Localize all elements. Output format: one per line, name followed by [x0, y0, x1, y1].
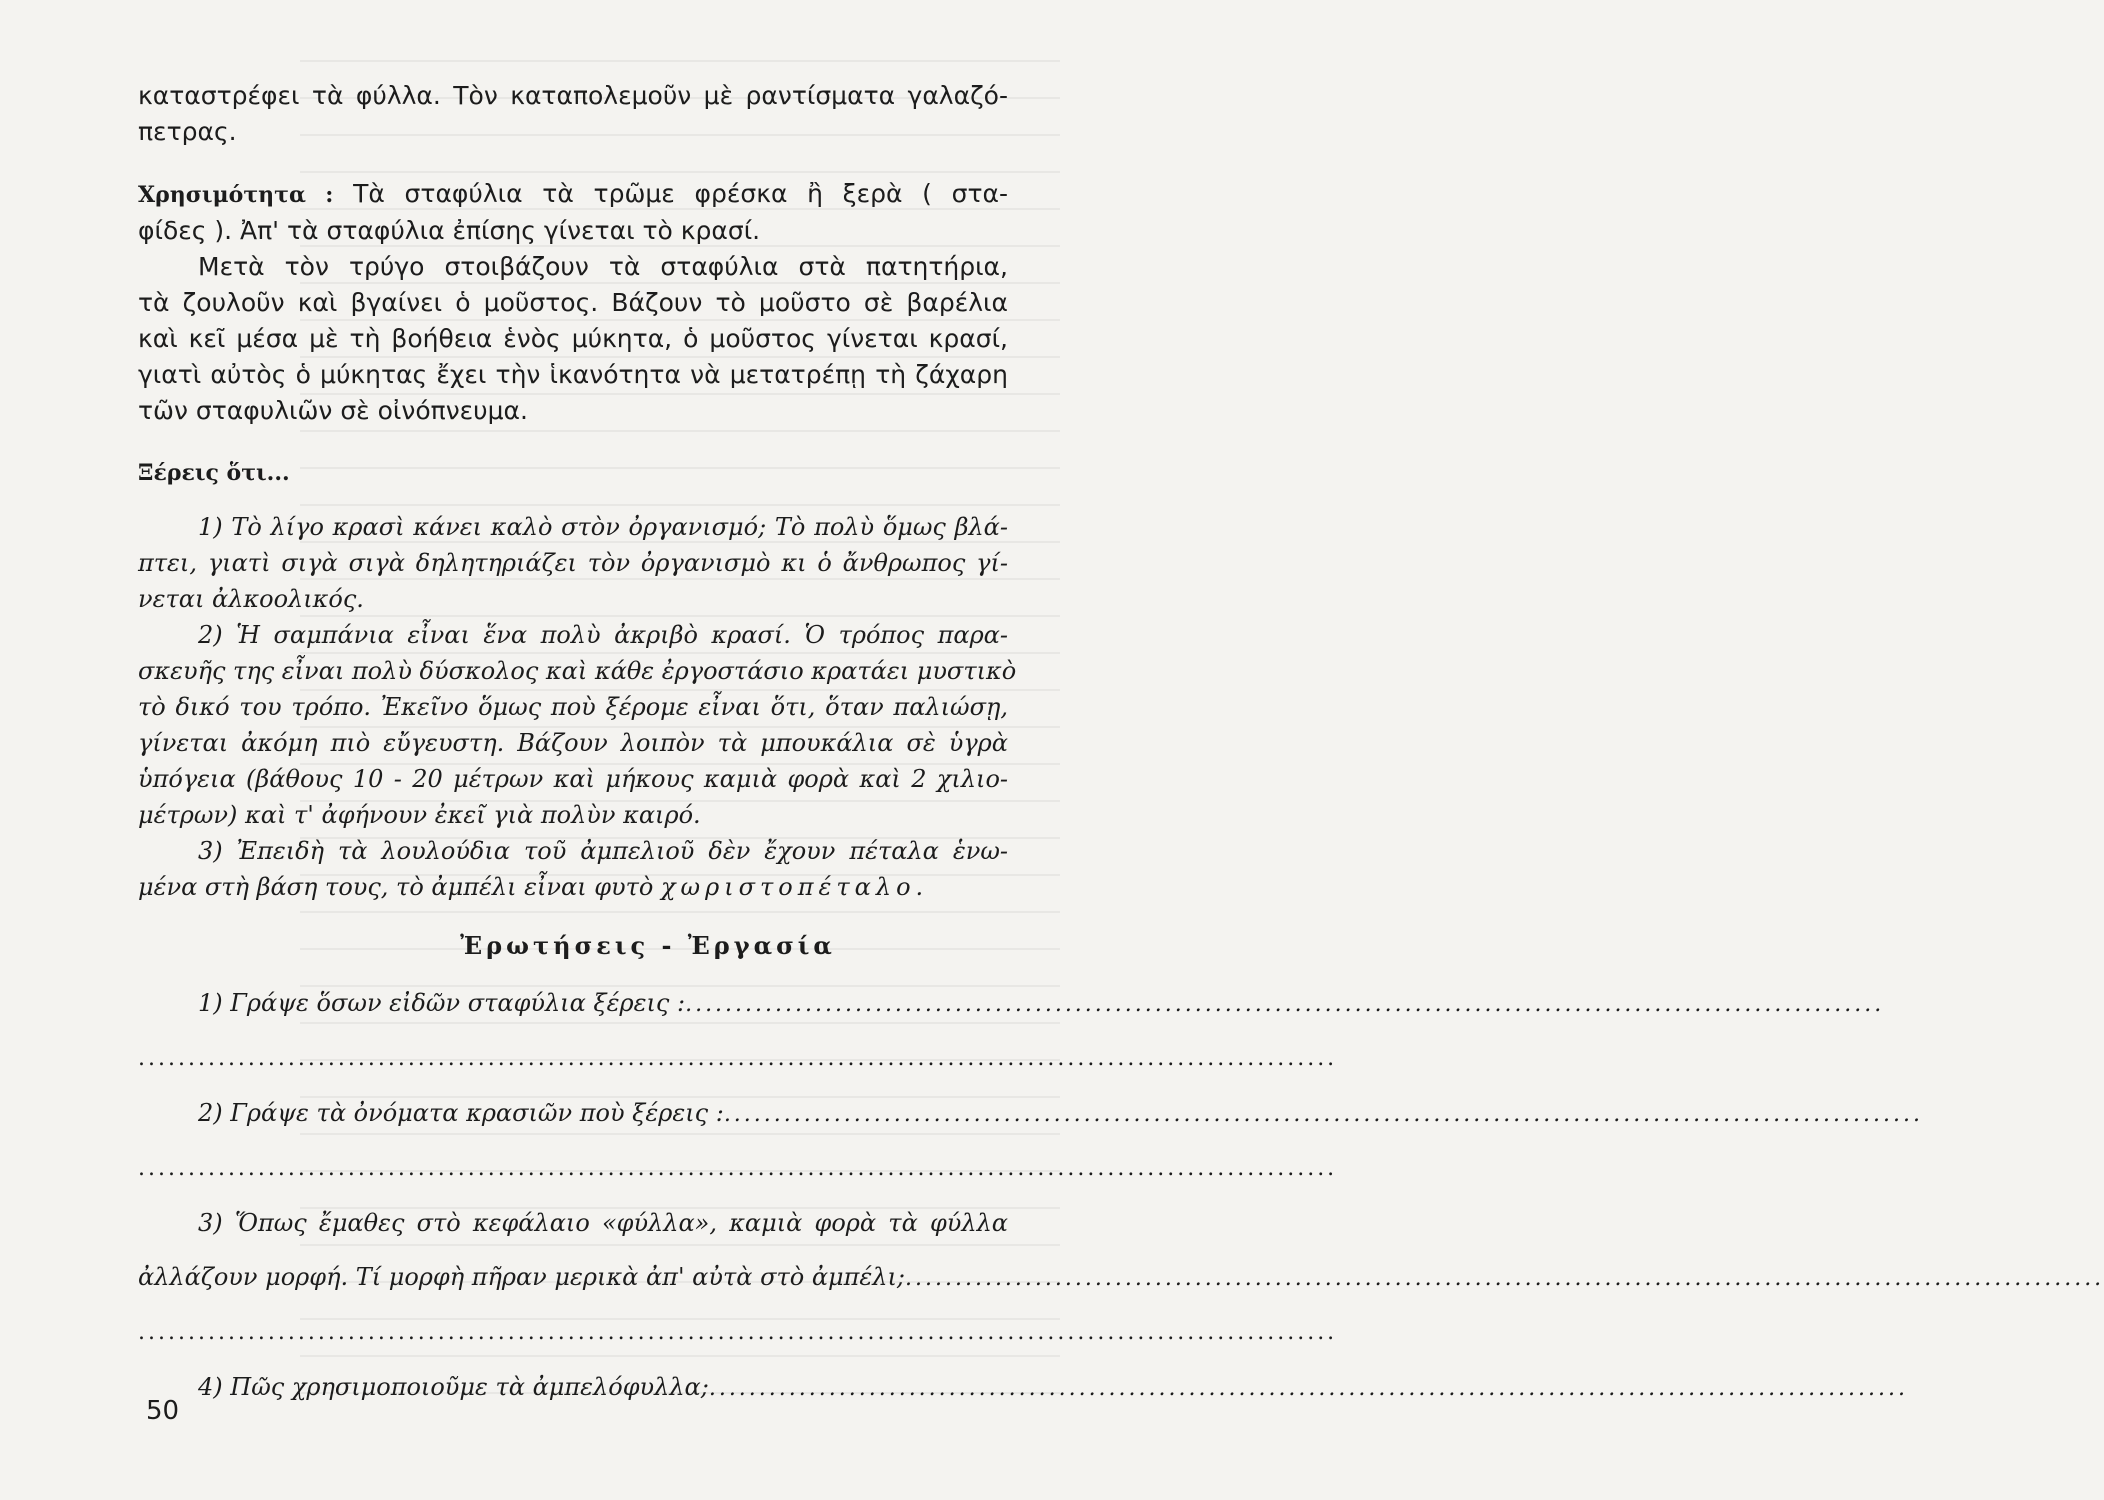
usage-line: τῶν σταφυλιῶν σὲ οἰνόπνευμα. — [138, 396, 528, 425]
question-3-cont — [138, 1259, 2104, 1297]
fact-line: τὸ δικό του τρόπο. Ἐκεῖνο ὅμως ποὺ ξέρομε εἶναι ὅτι, ὅταν παλιώσῃ, — [138, 693, 1008, 721]
usage-line: φίδες ). Ἀπ' τὰ σταφύλια ἐπίσης γίνεται τὸ κρασί. — [138, 216, 761, 245]
fact-line: νεται ἀλκοολικός. — [138, 585, 364, 613]
usage-text: Τὰ σταφύλια τὰ τρῶμε φρέσκα ἢ ξερὰ ( στα- — [333, 179, 1009, 208]
question-1 — [138, 985, 1885, 1023]
answer-dots[interactable]: ........................................................................................................................ — [723, 1102, 1923, 1127]
page-content — [138, 78, 2104, 1407]
answer-dots[interactable]: ........................................................................................................................ — [905, 1266, 2104, 1291]
usage-label: Χρησιμότητα : — [138, 182, 334, 208]
fact-line — [138, 869, 1008, 905]
paragraph-line: πετρας. — [138, 117, 237, 146]
did-you-know-heading: Ξέρεις ὅτι... — [138, 460, 290, 486]
usage-line: καὶ κεῖ μέσα μὲ τὴ βοήθεια ἑνὸς μύκητα, ὁ μοῦστος γίνεται κρασί, — [138, 324, 1008, 353]
paragraph-line: καταστρέφει τὰ φύλλα. Τὸν καταπολεμοῦν μὲ ραντίσματα γαλαζό- — [138, 81, 1008, 110]
usage-line: Μετὰ τὸν τρύγο στοιβάζουν τὰ σταφύλια στὰ πατητήρια, — [198, 252, 1008, 281]
exercises-heading: Ἐρωτήσεις - Ἐργασία — [460, 931, 836, 960]
usage-line — [138, 176, 1008, 213]
answer-dots[interactable]: ........................................................................................................................ — [708, 1376, 1909, 1401]
answer-line[interactable]: ........................................................................................................................ — [138, 1320, 1338, 1345]
usage-line: γιατὶ αὐτὸς ὁ μύκητας ἔχει τὴν ἱκανότητα νὰ μετατρέπῃ τὴ ζάχαρη — [138, 360, 1008, 389]
fact-line: μέτρων) καὶ τ' ἀφήνουν ἐκεῖ γιὰ πολὺν καιρό. — [138, 801, 701, 829]
fact-text: μένα στὴ βάση τους, τὸ ἀμπέλι εἶναι φυτὸ — [138, 873, 661, 901]
fact-line: ὑπόγεια (βάθους 10 - 20 μέτρων καὶ μήκους καμιὰ φορὰ καὶ 2 χιλιο- — [138, 765, 1008, 793]
fact-line: 2) Ἡ σαμπάνια εἶναι ἕνα πολὺ ἀκριβὸ κρασί. Ὁ τρόπος παρα- — [198, 621, 1008, 649]
fact-line: 3) Ἐπειδὴ τὰ λουλούδια τοῦ ἀμπελιοῦ δὲν ἔχουν πέταλα ἑνω- — [198, 837, 1008, 865]
question-text: 2) Γράψε τὰ ὀνόματα κρασιῶν ποὺ ξέρεις : — [198, 1099, 724, 1127]
fact-line: γίνεται ἀκόμη πιὸ εὔγευστη. Βάζουν λοιπὸν τὰ μπουκάλια σὲ ὑγρὰ — [138, 729, 1008, 757]
usage-line: τὰ ζουλοῦν καὶ βγαίνει ὁ μοῦστος. Βάζουν τὸ μοῦστο σὲ βαρέλια — [138, 288, 1008, 317]
question-2 — [138, 1095, 1923, 1133]
question-3: 3) Ὅπως ἔμαθες στὸ κεφάλαιο «φύλλα», καμιὰ φορὰ τὰ φύλλα — [198, 1209, 1008, 1237]
page-number: 50 — [146, 1396, 180, 1426]
question-text: 1) Γράψε ὅσων εἰδῶν σταφύλια ξέρεις : — [198, 989, 686, 1017]
fact-line: 1) Τὸ λίγο κρασὶ κάνει καλὸ στὸν ὀργανισμό; Τὸ πολὺ ὅμως βλά- — [198, 513, 1008, 541]
fact-line: σκευῆς της εἶναι πολὺ δύσκολος καὶ κάθε ἐργοστάσιο κρατάει μυστικὸ — [138, 657, 1017, 685]
fact-line: πτει, γιατὶ σιγὰ σιγὰ δηλητηριάζει τὸν ὀργανισμὸ κι ὁ ἄνθρωπος γί- — [138, 549, 1008, 577]
answer-line[interactable]: ........................................................................................................................ — [138, 1156, 1338, 1181]
question-text: 4) Πῶς χρησιμοποιοῦμε τὰ ἀμπελόφυλλα; — [198, 1373, 709, 1401]
answer-line[interactable]: ........................................................................................................................ — [138, 1046, 1338, 1071]
spaced-term: χωριστοπέταλο. — [661, 873, 929, 901]
question-text: ἀλλάζουν μορφή. Τί μορφὴ πῆραν μερικὰ ἀπ' αὐτὰ στὸ ἀμπέλι; — [138, 1263, 905, 1291]
answer-dots[interactable]: ........................................................................................................................ — [685, 992, 1885, 1017]
question-4 — [138, 1369, 1909, 1407]
